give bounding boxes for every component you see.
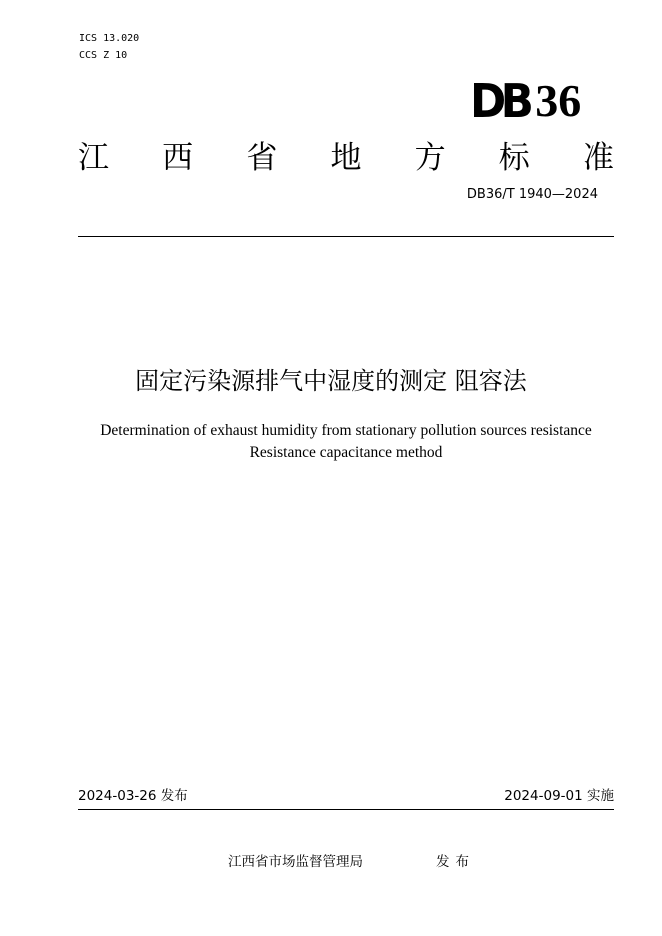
standard-number: DB36/T 1940—2024 — [466, 187, 598, 202]
standard-type-char: 方 — [414, 140, 446, 176]
issue-date: 2024-03-26 发布 — [78, 788, 188, 804]
top-divider — [78, 236, 614, 237]
ccs-code: CCS Z 10 — [79, 50, 128, 61]
publisher-name: 江西省市场监督管理局 — [228, 854, 363, 870]
standard-type-char: 省 — [246, 140, 278, 176]
standard-type-char: 准 — [582, 140, 614, 176]
title-chinese: 固定污染源排气中湿度的测定 阻容法 — [135, 367, 527, 395]
standard-type-char: 标 — [498, 140, 530, 176]
publish-label: 发布 — [436, 854, 475, 870]
standard-type-char: 江 — [78, 140, 109, 176]
title-english-line2: Resistance capacitance method — [249, 444, 443, 461]
standard-type-char: 地 — [330, 140, 362, 176]
db36-logo — [470, 74, 582, 128]
bottom-divider — [78, 809, 614, 810]
implementation-date: 2024-09-01 实施 — [504, 788, 614, 804]
logo-number: 36 — [535, 75, 582, 126]
standard-type-char: 西 — [162, 140, 194, 176]
ics-code: ICS 13.020 — [79, 33, 140, 44]
logo-letters: DB — [470, 74, 529, 128]
title-english-line1: Determination of exhaust humidity from stationary pollution sources resistance — [100, 422, 592, 439]
standard-type-heading — [78, 138, 614, 178]
